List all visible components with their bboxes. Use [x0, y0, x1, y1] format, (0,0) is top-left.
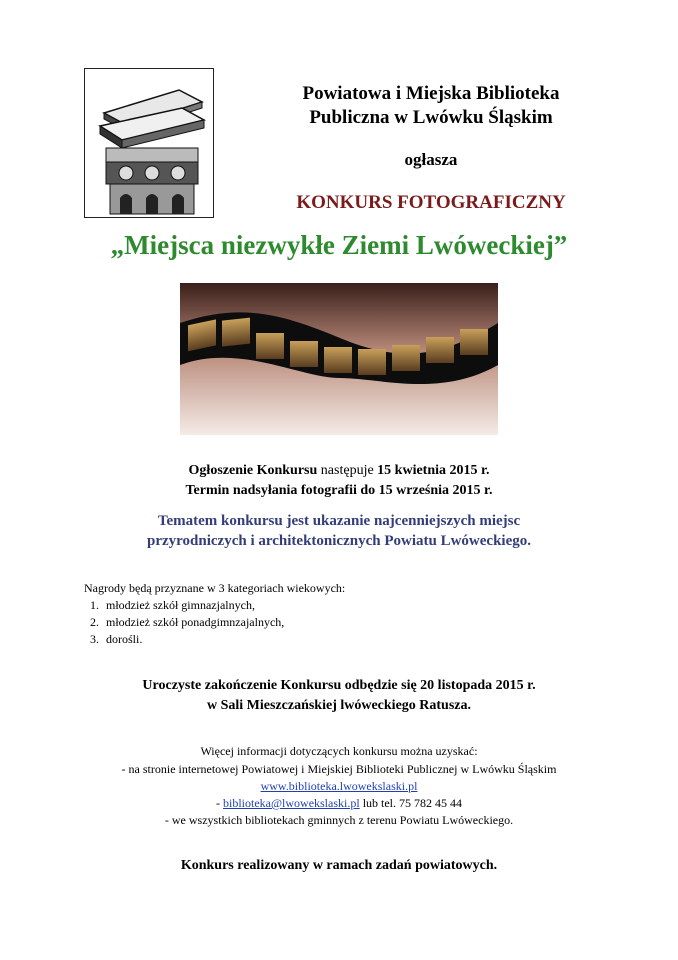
category-list [84, 597, 345, 648]
footer-note: Konkurs realizowany w ramach zadań powiatowych. [180, 858, 498, 873]
submission-deadline: Termin nadsyłania fotografii do 15 września 2015 r. [185, 483, 493, 498]
website-link[interactable]: www.biblioteka.lwowekslaski.pl [260, 779, 418, 793]
film-strip-banner-image [180, 283, 498, 435]
theme-line1: Tematem konkursu jest ukazanie najcenniejszych miejsc [157, 513, 521, 529]
phone-text: lub tel. 75 782 45 44 [359, 796, 463, 810]
organizer-name-line2: Publiczna w Lwówku Śląskim [309, 107, 553, 128]
list-item: 2. młodzież szkół ponadgimnzajalnych, [102, 614, 345, 631]
ceremony-location: w Sali Mieszczańskiej lwóweckiego Ratusza. [206, 698, 472, 713]
email-link[interactable]: biblioteka@lwowekslaski.pl [222, 796, 360, 810]
prize-intro: Nagrody będą przyznane w 3 kategoriach wiekowych: [84, 581, 346, 595]
website-link-line [0, 778, 678, 795]
announcement-date-line [0, 463, 678, 479]
contact-line [0, 795, 678, 812]
announces-label: ogłasza [404, 150, 458, 169]
ceremony-date: Uroczyste zakończenie Konkursu odbędzie się 20 listopada 2015 r. [142, 678, 536, 693]
libraries-info: - we wszystkich bibliotekach gminnych z terenu Powiatu Lwóweckiego. [164, 813, 514, 827]
list-item: 1. młodzież szkół gimnazjalnych, [102, 597, 345, 614]
announcement-verb: następuje [317, 463, 378, 478]
prize-categories [84, 580, 345, 648]
announcement-label: Ogłoszenie Konkursu [188, 463, 318, 478]
announcement-date: 15 kwietnia 2015 r. [377, 463, 490, 478]
organizer-name-line1: Powiatowa i Miejska Biblioteka [302, 83, 560, 104]
library-logo [84, 68, 214, 218]
contest-title: „Miejsca niezwykłe Ziemi Lwóweckiej” [110, 230, 568, 260]
contact-dash: - [215, 796, 223, 810]
theme-line2: przyrodniczych i architektonicznych Powiatu Lwóweckiego. [147, 533, 531, 549]
list-item: 3. dorośli. [102, 631, 345, 648]
info-heading: Więcej informacji dotyczących konkursu można uzyskać: [200, 744, 478, 758]
contest-type-heading: KONKURS FOTOGRAFICZNY [296, 192, 566, 213]
info-website-text: - na stronie internetowej Powiatowej i Miejskiej Biblioteki Publicznej w Lwówku Śląskim [121, 762, 557, 776]
